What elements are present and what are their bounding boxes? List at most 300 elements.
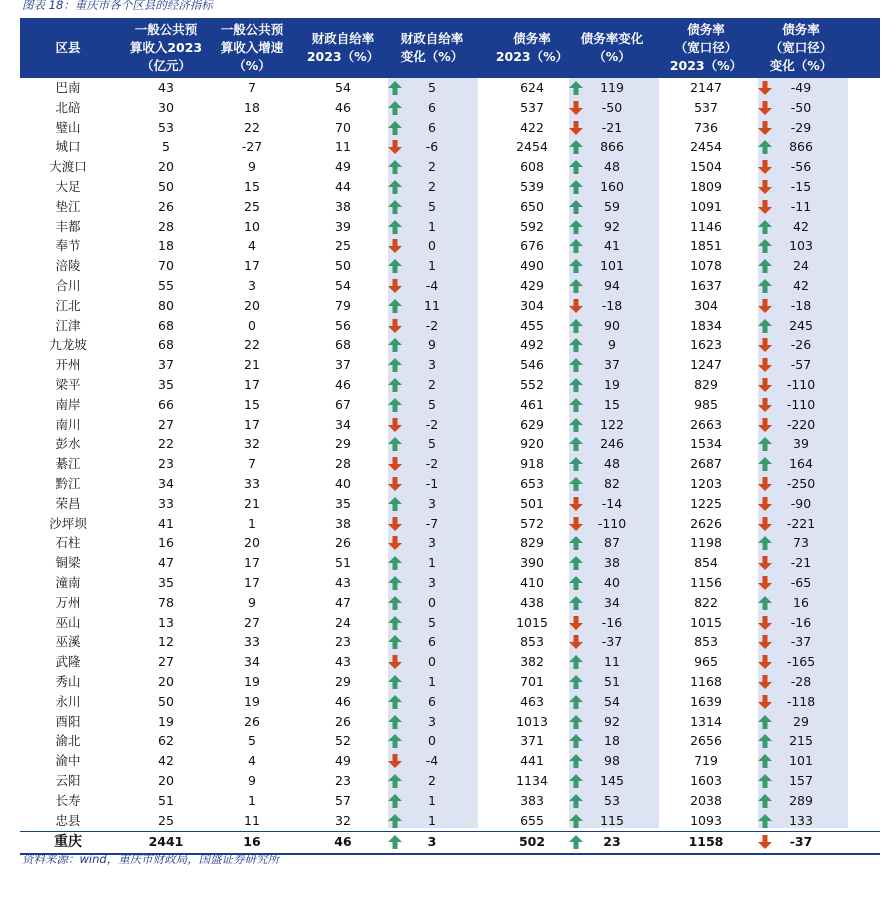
change-value-cell: -37	[790, 634, 812, 650]
change-value-cell: 37	[604, 357, 620, 373]
arrow-up-icon	[569, 774, 583, 788]
value-cell: 70	[158, 258, 174, 274]
value-cell: 1534	[690, 436, 722, 452]
table-row	[20, 514, 880, 534]
change-value-cell: 6	[428, 119, 436, 135]
arrow-up-icon	[758, 457, 772, 471]
change-value-cell: 6	[428, 693, 436, 709]
arrow-down-icon	[388, 279, 402, 293]
change-value-cell: 164	[789, 456, 813, 472]
change-value-cell: 51	[604, 674, 620, 689]
district-name: 黔江	[55, 476, 81, 491]
value-cell: 46	[335, 693, 351, 709]
arrow-down-icon	[758, 675, 772, 689]
arrow-up-icon	[388, 835, 402, 849]
arrow-up-icon	[758, 596, 772, 610]
value-cell: 40	[335, 476, 351, 491]
value-cell: 56	[335, 317, 351, 333]
change-value-cell: -4	[425, 278, 439, 293]
change-value-cell: -16	[601, 614, 623, 630]
value-cell: 537	[520, 99, 544, 115]
value-cell: 438	[520, 594, 544, 610]
change-value-cell: 6	[428, 99, 436, 115]
arrow-up-icon	[569, 220, 583, 234]
value-cell: 46	[335, 377, 351, 392]
change-value-cell: 1	[428, 812, 436, 828]
value-cell: 1623	[690, 337, 722, 353]
value-cell: 34	[158, 476, 174, 491]
change-value-cell: -110	[786, 396, 816, 412]
arrow-down-icon	[388, 319, 402, 333]
district-name: 秀山	[55, 674, 81, 689]
value-cell: 17	[244, 575, 260, 590]
value-cell: 1	[248, 792, 256, 808]
change-value-cell: -50	[790, 99, 812, 115]
table-row	[20, 316, 880, 336]
change-value-cell: -26	[790, 337, 812, 353]
table-row	[20, 672, 880, 692]
arrow-down-icon	[758, 299, 772, 313]
value-cell: 304	[520, 297, 544, 313]
arrow-up-icon	[758, 220, 772, 234]
value-cell: 655	[520, 812, 544, 828]
value-cell: 23	[335, 773, 351, 788]
arrow-down-icon	[388, 140, 402, 154]
table-row	[20, 78, 880, 98]
value-cell: 1156	[690, 575, 722, 590]
district-name: 忠县	[55, 812, 81, 828]
value-cell: 20	[244, 535, 260, 551]
arrow-up-icon	[758, 259, 772, 273]
value-cell: 79	[335, 297, 351, 313]
value-cell: 16	[243, 834, 261, 850]
change-value-cell: 0	[428, 654, 436, 670]
value-cell: 66	[158, 396, 174, 412]
change-value-cell: -165	[786, 654, 816, 670]
change-value-cell: 101	[789, 753, 813, 769]
value-cell: 35	[158, 575, 174, 590]
table-row	[20, 375, 880, 395]
change-value-cell: 246	[600, 436, 624, 452]
value-cell: 1168	[690, 674, 722, 689]
change-value-cell: 5	[428, 614, 436, 630]
value-cell: 51	[335, 555, 351, 571]
table-row	[20, 355, 880, 375]
arrow-up-icon	[569, 457, 583, 471]
value-cell: 829	[520, 535, 544, 551]
change-value-cell: 53	[604, 792, 620, 808]
district-name: 万州	[55, 594, 81, 610]
value-cell: 50	[158, 179, 174, 194]
table-row	[20, 434, 880, 454]
value-cell: 17	[244, 416, 260, 432]
header-cell-6: 债务率变化 （%）	[580, 31, 644, 64]
arrow-down-icon	[758, 835, 772, 849]
change-value-cell: 48	[604, 159, 620, 175]
change-value-cell: 157	[789, 773, 813, 788]
value-cell: 33	[244, 634, 260, 650]
arrow-down-icon	[388, 754, 402, 768]
change-value-cell: -7	[425, 515, 439, 531]
table-row	[20, 236, 880, 256]
table-row	[20, 98, 880, 118]
arrow-up-icon	[758, 319, 772, 333]
change-value-cell: -21	[601, 119, 623, 135]
change-value-cell: 245	[789, 317, 813, 333]
value-cell: 822	[694, 594, 718, 610]
arrow-up-icon	[388, 635, 402, 649]
arrow-up-icon	[388, 220, 402, 234]
arrow-down-icon	[388, 517, 402, 531]
value-cell: 53	[158, 119, 174, 135]
change-value-cell: 38	[604, 555, 620, 571]
arrow-down-icon	[388, 457, 402, 471]
district-name: 大足	[55, 179, 81, 194]
change-value-cell: -29	[790, 119, 812, 135]
value-cell: 918	[520, 456, 544, 472]
value-cell: 1015	[690, 614, 722, 630]
value-cell: 1203	[690, 476, 722, 491]
value-cell: 41	[158, 515, 174, 531]
change-value-cell: -6	[425, 139, 439, 155]
value-cell: 546	[520, 357, 544, 373]
change-value-cell: -18	[601, 297, 623, 313]
arrow-down-icon	[758, 635, 772, 649]
value-cell: 1198	[690, 535, 722, 551]
value-cell: 18	[244, 99, 260, 115]
arrow-up-icon	[569, 556, 583, 570]
value-cell: 25	[335, 238, 351, 254]
change-value-cell: 122	[600, 416, 624, 432]
value-cell: 1247	[690, 357, 722, 373]
arrow-down-icon	[569, 635, 583, 649]
arrow-up-icon	[569, 180, 583, 194]
value-cell: 68	[158, 337, 174, 353]
arrow-up-icon	[388, 160, 402, 174]
value-cell: 49	[335, 159, 351, 175]
value-cell: 1809	[690, 179, 722, 194]
value-cell: 10	[244, 218, 260, 234]
arrow-up-icon	[569, 734, 583, 748]
change-value-cell: 34	[604, 594, 620, 610]
value-cell: 17	[244, 258, 260, 274]
value-cell: 0	[248, 317, 256, 333]
value-cell: 537	[694, 99, 718, 115]
value-cell: 26	[244, 713, 260, 729]
change-value-cell: -21	[790, 555, 812, 571]
header-cell-8: 债务率 （宽口径） 变化（%）	[769, 22, 833, 73]
table-row	[20, 811, 880, 831]
arrow-down-icon	[758, 418, 772, 432]
value-cell: 1834	[690, 317, 722, 333]
value-cell: 829	[694, 377, 718, 392]
change-value-cell: -90	[790, 495, 812, 511]
change-value-cell: 39	[793, 436, 809, 452]
district-name: 开州	[55, 357, 81, 373]
value-cell: 34	[335, 416, 351, 432]
value-cell: 54	[335, 80, 351, 95]
change-value-cell: 40	[604, 575, 620, 590]
arrow-up-icon	[388, 299, 402, 313]
change-value-cell: 94	[604, 278, 620, 293]
value-cell: 1225	[690, 495, 722, 511]
value-cell: 1013	[516, 713, 548, 729]
value-cell: 7	[248, 80, 256, 95]
district-name: 梁平	[55, 377, 81, 392]
district-name: 城口	[55, 139, 81, 155]
value-cell: 26	[335, 535, 351, 551]
arrow-up-icon	[569, 576, 583, 590]
arrow-up-icon	[388, 378, 402, 392]
district-name: 潼南	[55, 575, 81, 590]
value-cell: 1637	[690, 278, 722, 293]
district-name: 渝北	[55, 733, 81, 749]
arrow-down-icon	[569, 616, 583, 630]
district-name: 重庆	[54, 834, 82, 851]
arrow-up-icon	[569, 319, 583, 333]
value-cell: 965	[694, 654, 718, 670]
change-value-cell: 5	[428, 198, 436, 214]
value-cell: 552	[520, 377, 544, 392]
change-value-cell: 133	[789, 812, 813, 828]
change-value-cell: -14	[601, 495, 623, 511]
value-cell: 24	[335, 614, 351, 630]
value-cell: 422	[520, 119, 544, 135]
value-cell: 985	[694, 396, 718, 412]
arrow-down-icon	[758, 358, 772, 372]
arrow-up-icon	[758, 814, 772, 828]
arrow-down-icon	[388, 239, 402, 253]
arrow-up-icon	[388, 358, 402, 372]
district-name: 綦江	[55, 456, 81, 472]
value-cell: 9	[248, 594, 256, 610]
district-name: 江津	[55, 317, 81, 333]
arrow-up-icon	[569, 279, 583, 293]
change-value-cell: -250	[786, 476, 816, 491]
value-cell: 28	[158, 218, 174, 234]
arrow-up-icon	[388, 200, 402, 214]
table-row	[20, 573, 880, 593]
change-value-cell: 3	[427, 834, 437, 850]
value-cell: 15	[244, 396, 260, 412]
value-cell: 854	[694, 555, 718, 571]
district-name: 永川	[55, 693, 81, 709]
arrow-down-icon	[758, 121, 772, 135]
arrow-down-icon	[758, 616, 772, 630]
table-row	[20, 177, 880, 197]
value-cell: 27	[244, 614, 260, 630]
value-cell: 26	[335, 713, 351, 729]
table-row	[20, 731, 880, 751]
change-value-cell: 115	[600, 812, 624, 828]
change-value-cell: 289	[789, 792, 813, 808]
value-cell: 50	[335, 258, 351, 274]
value-cell: 32	[335, 812, 351, 828]
value-cell: 37	[158, 357, 174, 373]
change-value-cell: 3	[428, 575, 436, 590]
header-cell-5: 债务率 2023（%）	[495, 31, 569, 64]
arrow-up-icon	[569, 477, 583, 491]
arrow-down-icon	[569, 101, 583, 115]
change-value-cell: 29	[793, 713, 809, 729]
district-name: 涪陵	[55, 258, 81, 274]
value-cell: 39	[335, 218, 351, 234]
value-cell: 37	[335, 357, 351, 373]
value-cell: 676	[520, 238, 544, 254]
change-value-cell: 1	[428, 555, 436, 571]
arrow-up-icon	[569, 794, 583, 808]
arrow-down-icon	[569, 299, 583, 313]
change-value-cell: -49	[790, 80, 812, 95]
change-value-cell: 54	[604, 693, 620, 709]
district-name: 巫山	[55, 614, 81, 630]
arrow-down-icon	[758, 655, 772, 669]
value-cell: 390	[520, 555, 544, 571]
value-cell: 463	[520, 693, 544, 709]
change-value-cell: 11	[424, 297, 440, 313]
arrow-up-icon	[388, 814, 402, 828]
district-name: 酉阳	[55, 713, 81, 729]
header-cell-0: 区县	[55, 40, 81, 55]
value-cell: 17	[244, 555, 260, 571]
value-cell: 1015	[516, 614, 548, 630]
arrow-up-icon	[388, 616, 402, 630]
table-row	[20, 296, 880, 316]
district-name: 南岸	[55, 396, 81, 412]
change-value-cell: 42	[793, 278, 809, 293]
value-cell: 23	[158, 456, 174, 472]
district-name: 北碚	[55, 99, 81, 115]
change-value-cell: 23	[603, 834, 621, 850]
value-cell: 9	[248, 159, 256, 175]
value-cell: 55	[158, 278, 174, 293]
district-name: 彭水	[55, 436, 81, 452]
table-caption: 图表 18：重庆市各个区县的经济指标	[22, 0, 213, 12]
arrow-up-icon	[569, 675, 583, 689]
value-cell: 2454	[690, 139, 722, 155]
change-value-cell: 3	[428, 535, 436, 551]
arrow-up-icon	[758, 536, 772, 550]
value-cell: 429	[520, 278, 544, 293]
arrow-up-icon	[758, 754, 772, 768]
table-row	[20, 137, 880, 157]
arrow-up-icon	[569, 239, 583, 253]
value-cell: 35	[158, 377, 174, 392]
district-name: 石柱	[55, 535, 81, 551]
value-cell: 455	[520, 317, 544, 333]
value-cell: 68	[335, 337, 351, 353]
change-value-cell: 5	[428, 436, 436, 452]
value-cell: 78	[158, 594, 174, 610]
table-row	[20, 197, 880, 217]
district-name: 荣昌	[55, 495, 81, 511]
change-value-cell: 16	[793, 594, 809, 610]
arrow-up-icon	[569, 835, 583, 849]
change-value-cell: -65	[790, 575, 812, 590]
table-row	[20, 553, 880, 573]
district-name: 大渡口	[49, 159, 87, 175]
value-cell: 35	[335, 495, 351, 511]
arrow-down-icon	[758, 180, 772, 194]
change-value-cell: 2	[428, 377, 436, 392]
value-cell: 54	[335, 278, 351, 293]
value-cell: 383	[520, 792, 544, 808]
table-row	[20, 712, 880, 732]
value-cell: 15	[244, 179, 260, 194]
change-value-cell: -15	[790, 179, 812, 194]
district-name: 合川	[55, 278, 81, 293]
change-value-cell: 11	[604, 654, 620, 670]
value-cell: 624	[520, 80, 544, 95]
table-row	[20, 395, 880, 415]
arrow-down-icon	[758, 556, 772, 570]
total-row	[20, 832, 880, 852]
change-value-cell: 15	[604, 396, 620, 412]
value-cell: 19	[158, 713, 174, 729]
arrow-up-icon	[388, 180, 402, 194]
value-cell: 1158	[688, 834, 724, 850]
arrow-down-icon	[758, 101, 772, 115]
change-value-cell: 82	[604, 476, 620, 491]
value-cell: 47	[158, 555, 174, 571]
arrow-down-icon	[758, 695, 772, 709]
table-body	[20, 78, 880, 851]
change-value-cell: -2	[425, 416, 439, 432]
arrow-up-icon	[388, 695, 402, 709]
arrow-up-icon	[569, 715, 583, 729]
table-row	[20, 791, 880, 811]
change-value-cell: 6	[428, 634, 436, 650]
arrow-up-icon	[388, 556, 402, 570]
arrow-up-icon	[758, 239, 772, 253]
value-cell: 18	[158, 238, 174, 254]
arrow-up-icon	[569, 814, 583, 828]
value-cell: 1504	[690, 159, 722, 175]
arrow-up-icon	[569, 81, 583, 95]
value-cell: 17	[244, 377, 260, 392]
value-cell: 650	[520, 198, 544, 214]
value-cell: 43	[335, 575, 351, 590]
value-cell: 26	[158, 198, 174, 214]
value-cell: 46	[334, 834, 352, 850]
arrow-up-icon	[388, 259, 402, 273]
arrow-up-icon	[388, 398, 402, 412]
change-value-cell: 41	[604, 238, 620, 254]
change-value-cell: 103	[789, 238, 813, 254]
arrow-up-icon	[388, 576, 402, 590]
value-cell: 49	[335, 753, 351, 769]
change-value-cell: -18	[790, 297, 812, 313]
value-cell: 22	[158, 436, 174, 452]
change-value-cell: 92	[604, 218, 620, 234]
change-value-cell: -56	[790, 159, 812, 175]
value-cell: 50	[158, 693, 174, 709]
change-value-cell: 5	[428, 396, 436, 412]
change-value-cell: -11	[790, 198, 812, 214]
change-value-cell: 9	[608, 337, 616, 353]
district-name: 巫溪	[55, 634, 81, 650]
change-value-cell: 0	[428, 733, 436, 749]
change-value-cell: 3	[428, 713, 436, 729]
change-value-cell: 87	[604, 535, 620, 551]
value-cell: 461	[520, 396, 544, 412]
change-value-cell: -1	[425, 476, 439, 491]
district-name: 巴南	[55, 80, 81, 95]
value-cell: 34	[244, 654, 260, 670]
value-cell: 44	[335, 179, 351, 194]
value-cell: 11	[244, 812, 260, 828]
arrow-up-icon	[569, 358, 583, 372]
